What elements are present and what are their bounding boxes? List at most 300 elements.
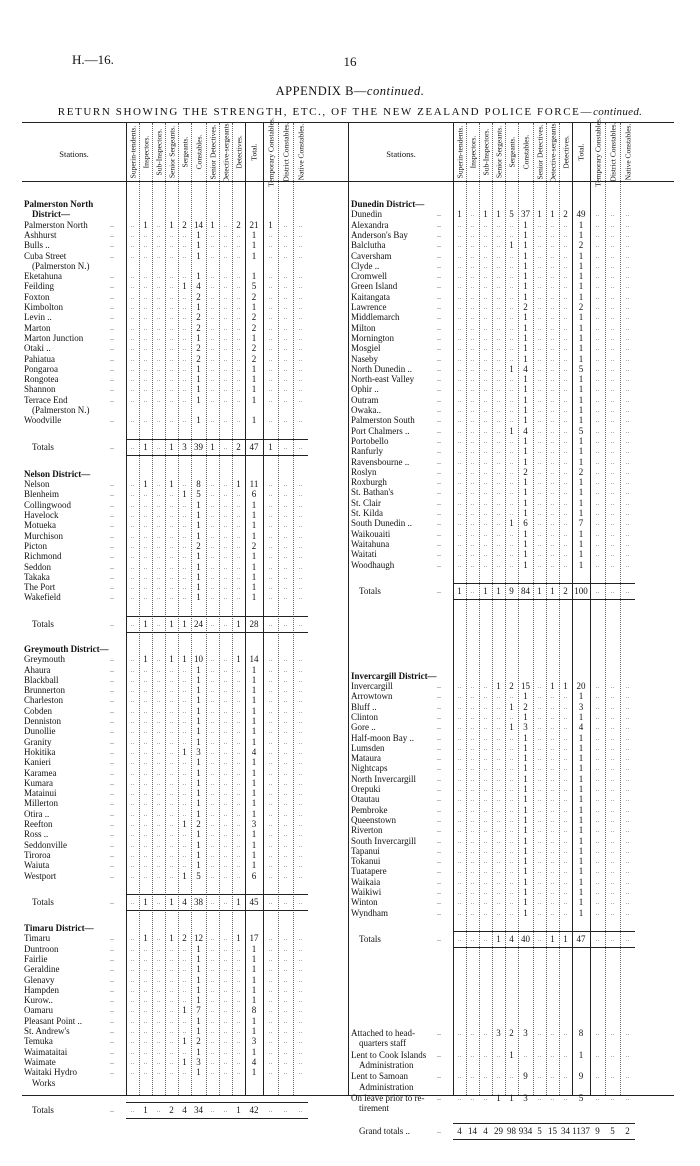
count-cell: 1	[196, 561, 201, 572]
count-cell: ..	[268, 1047, 273, 1056]
count-cell: ..	[223, 333, 228, 342]
station-row	[22, 520, 348, 530]
count-cell: ..	[470, 877, 475, 886]
count-cell: 2	[563, 586, 568, 597]
station-row	[349, 1050, 674, 1060]
count-cell: ..	[283, 985, 288, 994]
station-name: On leave prior to re-	[351, 1093, 425, 1104]
count-cell: ..	[143, 861, 148, 870]
station-row	[22, 572, 348, 582]
count-cell: 1	[251, 1015, 257, 1026]
count-cell: ..	[496, 436, 501, 445]
station-row	[22, 964, 348, 974]
count-cell: 1	[578, 394, 584, 405]
count-cell: ..	[143, 562, 148, 571]
count-cell: ..	[236, 996, 241, 1005]
count-cell: 1	[251, 829, 257, 840]
count-cell: ..	[537, 1094, 542, 1103]
leader-dots: ..	[110, 716, 114, 726]
count-cell: ..	[169, 1016, 174, 1025]
count-cell: 6	[251, 489, 257, 500]
count-cell: 1	[169, 479, 174, 490]
count-cell: ..	[182, 696, 187, 705]
station-name: Tokanui	[351, 856, 381, 867]
station-row	[349, 846, 674, 856]
count-cell: ..	[610, 303, 615, 311]
count-cell: ..	[143, 282, 148, 291]
count-cell: ..	[182, 985, 187, 994]
count-cell: 20	[576, 681, 586, 692]
count-cell: 5	[196, 489, 201, 500]
count-cell: 1	[251, 984, 257, 995]
column-header	[178, 125, 191, 179]
count-cell: ..	[496, 908, 501, 917]
station-row	[349, 774, 674, 784]
count-cell: ..	[223, 758, 228, 767]
count-cell: ..	[156, 820, 161, 829]
count-cell: ..	[298, 364, 303, 373]
count-cell: ..	[182, 778, 187, 787]
appendix-title: APPENDIX B—	[275, 84, 367, 98]
leader-dots: ..	[437, 312, 441, 322]
count-cell: ..	[236, 521, 241, 530]
count-cell: ..	[496, 323, 501, 332]
station-name: Richmond	[24, 551, 62, 562]
count-cell: 45	[249, 897, 259, 908]
count-cell: ..	[223, 1047, 228, 1056]
count-cell: ..	[268, 799, 273, 808]
totals-label: Grand totals ..	[359, 1126, 410, 1136]
count-cell: ..	[509, 908, 514, 917]
station-row	[22, 871, 348, 881]
count-cell: ..	[268, 717, 273, 726]
count-cell: 1	[523, 415, 528, 426]
count-cell: ..	[550, 826, 555, 835]
count-cell: ..	[496, 354, 501, 363]
station-row	[22, 1067, 348, 1077]
leader-dots: ..	[110, 974, 114, 984]
count-cell: ..	[457, 282, 462, 291]
count-cell: ..	[610, 1029, 615, 1038]
count-cell: 1	[196, 860, 201, 871]
count-cell: ..	[156, 758, 161, 767]
count-cell: ..	[210, 562, 215, 571]
count-cell: ..	[563, 560, 568, 569]
count-cell: ..	[182, 562, 187, 571]
count-cell: ..	[470, 426, 475, 435]
count-cell: ..	[143, 531, 148, 540]
count-cell: ..	[130, 333, 135, 342]
count-cell: ..	[210, 778, 215, 787]
count-cell: ..	[496, 723, 501, 732]
leader-dots: ..	[437, 497, 441, 507]
count-cell: ..	[283, 272, 288, 281]
count-cell: ..	[563, 241, 568, 250]
count-cell: ..	[625, 488, 630, 497]
count-cell: ..	[563, 712, 568, 721]
count-cell: ..	[470, 539, 475, 548]
count-cell: ..	[537, 712, 542, 721]
count-cell: 4	[578, 722, 584, 733]
count-cell: ..	[169, 500, 174, 509]
count-cell: ..	[143, 354, 148, 363]
count-cell: 98	[507, 1126, 516, 1136]
count-cell: ..	[483, 261, 488, 270]
count-cell: ..	[283, 395, 288, 404]
count-cell: ..	[625, 436, 630, 445]
column-header-label: Senior Sergeants.	[494, 125, 503, 179]
count-cell: ..	[283, 230, 288, 239]
count-cell: ..	[210, 727, 215, 736]
count-cell: ..	[268, 789, 273, 798]
count-cell: ..	[268, 251, 273, 260]
count-cell: ..	[169, 272, 174, 281]
count-cell: ..	[210, 737, 215, 746]
count-cell: ..	[470, 857, 475, 866]
column-header-label: Constables.	[521, 134, 530, 170]
leader-dots: ..	[437, 722, 441, 732]
count-cell: ..	[223, 820, 228, 829]
count-cell: ..	[298, 1068, 303, 1077]
count-cell: ..	[169, 820, 174, 829]
count-cell: ..	[595, 364, 600, 373]
appendix-heading	[0, 84, 700, 99]
count-cell: ..	[563, 447, 568, 456]
count-cell: ..	[210, 706, 215, 715]
count-cell: ..	[509, 323, 514, 332]
count-cell: ..	[283, 375, 288, 384]
count-cell: ..	[563, 467, 568, 476]
count-cell: 1	[251, 943, 257, 954]
station-name: Murchison	[24, 530, 63, 541]
station-name: Administration	[359, 1081, 414, 1092]
count-cell: ..	[610, 251, 615, 260]
count-cell: ..	[563, 354, 568, 363]
count-cell: ..	[210, 583, 215, 592]
totals-rule	[126, 616, 308, 617]
count-cell: ..	[550, 1050, 555, 1059]
count-cell: ..	[182, 323, 187, 332]
count-cell: 5	[509, 209, 514, 220]
count-cell: ..	[457, 478, 462, 487]
count-cell: ..	[236, 500, 241, 509]
count-cell: ..	[550, 785, 555, 794]
count-cell: ..	[236, 1047, 241, 1056]
count-cell: ..	[169, 230, 174, 239]
count-cell: ..	[509, 539, 514, 548]
count-cell: ..	[537, 375, 542, 384]
count-cell: ..	[268, 313, 273, 322]
count-cell: ..	[496, 272, 501, 281]
count-cell: 1	[196, 953, 201, 964]
count-cell: 1	[169, 619, 174, 630]
leader-dots: ..	[110, 219, 114, 229]
count-cell: ..	[156, 1106, 161, 1115]
count-cell: ..	[268, 490, 273, 499]
count-cell: ..	[625, 826, 630, 835]
count-cell: ..	[595, 282, 600, 291]
station-name: North-east Valley	[351, 374, 415, 385]
count-cell: 24	[194, 619, 203, 630]
leader-dots: ..	[437, 425, 441, 435]
count-cell: ..	[182, 344, 187, 353]
count-cell: ..	[268, 747, 273, 756]
count-cell: ..	[298, 323, 303, 332]
count-cell: 2	[578, 240, 584, 251]
count-cell: 1	[523, 897, 528, 908]
count-cell: ..	[496, 785, 501, 794]
leader-dots: ..	[110, 897, 114, 907]
count-cell: ..	[182, 1027, 187, 1036]
count-cell: ..	[563, 529, 568, 538]
count-cell: ..	[143, 572, 148, 581]
count-cell: ..	[236, 985, 241, 994]
count-cell: ..	[236, 282, 241, 291]
count-cell: ..	[563, 272, 568, 281]
count-cell: ..	[169, 251, 174, 260]
count-cell: ..	[550, 395, 555, 404]
count-cell: ..	[236, 552, 241, 561]
count-cell: ..	[509, 303, 514, 311]
leader-dots: ..	[437, 394, 441, 404]
count-cell: ..	[169, 490, 174, 499]
count-cell: 1	[236, 654, 241, 665]
count-cell: ..	[130, 996, 135, 1005]
count-cell: 2	[251, 343, 257, 354]
count-cell: ..	[182, 861, 187, 870]
count-cell: ..	[470, 467, 475, 476]
count-cell: ..	[563, 478, 568, 487]
count-cell: ..	[625, 344, 630, 353]
count-cell: 42	[249, 1105, 259, 1116]
count-cell: ..	[625, 785, 630, 794]
count-cell: ..	[143, 965, 148, 974]
station-row	[22, 582, 348, 592]
count-cell: ..	[537, 519, 542, 528]
station-row	[349, 333, 674, 343]
count-cell: ..	[223, 552, 228, 561]
count-cell: 2	[578, 302, 584, 312]
count-cell: ..	[509, 774, 514, 783]
column-header	[518, 125, 533, 179]
leader-dots: ..	[437, 250, 441, 260]
count-cell: ..	[595, 836, 600, 845]
count-cell: ..	[610, 416, 615, 425]
count-cell: ..	[563, 498, 568, 507]
count-cell: ..	[223, 354, 228, 363]
count-cell: 1	[196, 839, 201, 850]
leader-dots: ..	[437, 825, 441, 835]
count-cell: ..	[182, 583, 187, 592]
count-cell: ..	[283, 1027, 288, 1036]
station-name: Orepuki	[351, 784, 381, 795]
count-cell: ..	[283, 996, 288, 1005]
count-cell: 1	[578, 732, 584, 743]
count-cell: ..	[595, 795, 600, 804]
count-cell: 1	[143, 933, 148, 944]
count-cell: 12	[194, 933, 203, 944]
count-cell: ..	[550, 908, 555, 917]
count-cell: ..	[143, 944, 148, 953]
totals-rule	[453, 1123, 635, 1124]
count-cell: ..	[283, 354, 288, 363]
count-cell: ..	[210, 954, 215, 963]
station-name: Caversham	[351, 250, 392, 261]
station-name: Kimbolton	[24, 302, 64, 312]
count-cell: 1	[196, 984, 201, 995]
count-cell: ..	[496, 447, 501, 456]
count-cell: ..	[563, 702, 568, 711]
count-cell: ..	[283, 820, 288, 829]
station-name: St. Kilda	[351, 508, 384, 518]
count-cell: ..	[169, 1027, 174, 1036]
count-cell: ..	[496, 754, 501, 763]
leader-dots: ..	[437, 538, 441, 548]
count-cell: ..	[130, 344, 135, 353]
count-cell: 1	[578, 856, 584, 867]
station-row	[22, 251, 348, 261]
count-cell: ..	[156, 696, 161, 705]
count-cell: ..	[470, 764, 475, 773]
count-cell: ..	[496, 220, 501, 229]
count-cell: ..	[483, 292, 488, 301]
station-row	[22, 850, 348, 860]
station-name: Pahiatua	[24, 353, 55, 364]
leader-dots: ..	[110, 240, 114, 250]
leader-dots: ..	[110, 250, 114, 260]
district-heading	[349, 199, 674, 209]
station-name: Takaka	[24, 571, 50, 582]
count-cell: ..	[223, 665, 228, 674]
count-cell: 1	[578, 384, 584, 395]
count-cell: ..	[595, 303, 600, 311]
count-cell: ..	[236, 758, 241, 767]
count-cell: ..	[550, 509, 555, 517]
leader-dots: ..	[110, 819, 114, 829]
count-cell: ..	[236, 830, 241, 839]
station-name: Oamaru	[24, 1005, 53, 1016]
count-cell: 4	[523, 363, 528, 374]
count-cell: 1	[523, 866, 528, 877]
count-cell: ..	[470, 826, 475, 835]
station-name: Clyde ..	[351, 260, 380, 271]
count-cell: ..	[457, 836, 462, 845]
leader-dots: ..	[110, 953, 114, 963]
count-cell: ..	[457, 333, 462, 342]
leader-dots: ..	[437, 691, 441, 701]
count-cell: ..	[130, 541, 135, 550]
count-cell: ..	[156, 799, 161, 808]
count-cell: ..	[143, 820, 148, 829]
district-name: District—	[32, 209, 70, 220]
count-cell: ..	[236, 572, 241, 581]
leader-dots: ..	[110, 540, 114, 550]
count-cell: ..	[283, 1068, 288, 1077]
station-name: Seddon	[24, 561, 51, 572]
station-name: South Invercargill	[351, 835, 417, 846]
column-header-label: Senior Sergeants.	[167, 125, 176, 179]
column-header-label: Temporary Constables.	[593, 117, 602, 187]
station-row	[22, 1016, 348, 1026]
count-cell: ..	[236, 975, 241, 984]
column-header-label: Sergeants.	[180, 136, 189, 168]
count-cell: ..	[470, 210, 475, 219]
count-cell: ..	[143, 292, 148, 301]
count-cell: ..	[130, 282, 135, 291]
count-cell: ..	[236, 954, 241, 963]
count-cell: 15	[548, 1126, 557, 1136]
count-cell: ..	[156, 1068, 161, 1077]
count-cell: 1	[523, 291, 528, 302]
count-cell: ..	[537, 733, 542, 742]
count-cell: ..	[537, 272, 542, 281]
totals-rule	[126, 910, 308, 911]
count-cell: ..	[298, 799, 303, 808]
count-cell: ..	[298, 562, 303, 571]
column-header	[293, 125, 308, 179]
totals-label: Totals	[359, 586, 381, 597]
count-cell: ..	[457, 1050, 462, 1059]
count-cell: 1	[457, 209, 462, 220]
count-cell: ..	[223, 1068, 228, 1077]
count-cell: ..	[182, 665, 187, 674]
count-cell: ..	[182, 944, 187, 953]
count-cell: ..	[223, 898, 228, 907]
column-header-label: Superin-tendents.	[128, 125, 137, 179]
count-cell: ..	[610, 764, 615, 773]
station-name: South Dunedin ..	[351, 518, 413, 529]
count-cell: ..	[169, 1037, 174, 1046]
count-cell: ..	[537, 805, 542, 814]
count-cell: ..	[182, 1047, 187, 1056]
count-cell: ..	[298, 809, 303, 818]
station-name: Picton	[24, 540, 48, 551]
count-cell: ..	[223, 416, 228, 425]
leader-dots: ..	[437, 1028, 441, 1038]
count-cell: ..	[509, 447, 514, 456]
count-cell: ..	[268, 820, 273, 829]
count-cell: ..	[236, 717, 241, 726]
count-cell: ..	[470, 692, 475, 701]
count-cell: 1	[196, 250, 201, 261]
count-cell: 1	[251, 674, 257, 685]
count-cell: ..	[223, 954, 228, 963]
count-cell: ..	[283, 686, 288, 695]
count-cell: ..	[210, 665, 215, 674]
leader-dots: ..	[437, 804, 441, 814]
count-cell: ..	[223, 1027, 228, 1036]
count-cell: ..	[470, 478, 475, 487]
leader-dots: ..	[437, 1093, 441, 1103]
count-cell: ..	[496, 498, 501, 507]
count-cell: ..	[509, 282, 514, 291]
count-cell: ..	[563, 1072, 568, 1081]
leader-dots: ..	[110, 736, 114, 746]
count-cell: ..	[182, 706, 187, 715]
count-cell: 1	[578, 332, 584, 343]
district-name: Palmerston North	[24, 199, 94, 209]
count-cell: ..	[595, 774, 600, 783]
count-cell: ..	[625, 375, 630, 384]
count-cell: 1	[251, 571, 257, 582]
count-cell: ..	[537, 261, 542, 270]
count-cell: ..	[537, 467, 542, 476]
count-cell: ..	[563, 220, 568, 229]
count-cell: ..	[268, 562, 273, 571]
station-name: Lent to Cook Islands	[351, 1049, 427, 1060]
count-cell: ..	[268, 655, 273, 664]
count-cell: ..	[283, 521, 288, 530]
